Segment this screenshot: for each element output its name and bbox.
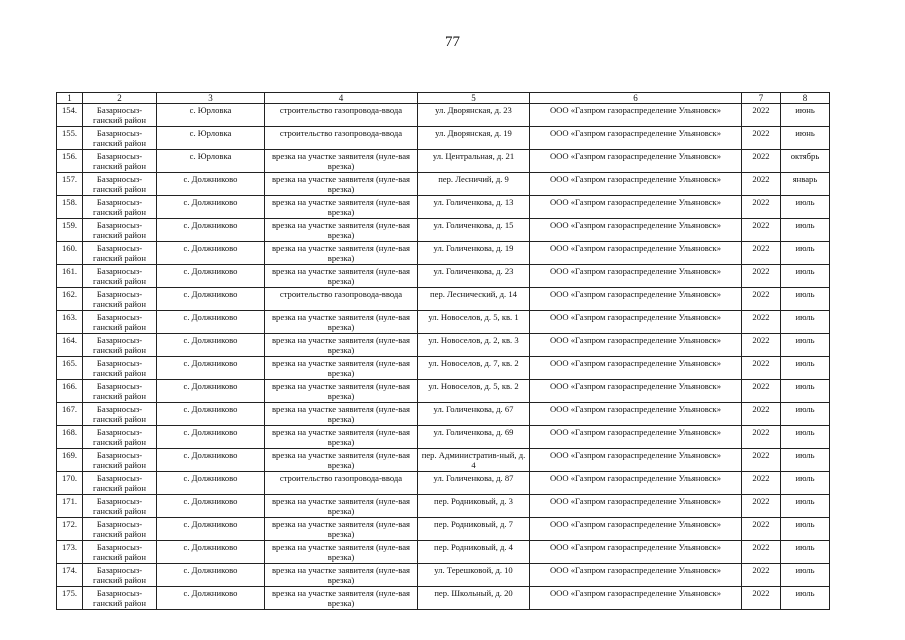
table-row [57, 150, 830, 173]
year-cell: 2022 [742, 265, 781, 288]
year-cell: 2022 [742, 173, 781, 196]
column-header-4: 4 [265, 93, 418, 104]
organization-cell: ООО «Газпром газораспределение Ульяновск» [530, 472, 742, 495]
address-cell: ул. Голиченкова, д. 15 [418, 219, 530, 242]
organization-cell: ООО «Газпром газораспределение Ульяновск» [530, 564, 742, 587]
work-type-cell: врезка на участке заявителя (нуле-вая врезка) [265, 518, 418, 541]
row-number-cell: 165. [57, 357, 83, 380]
month-cell: январь [781, 173, 830, 196]
settlement-cell: с. Должниково [157, 311, 265, 334]
organization-cell: ООО «Газпром газораспределение Ульяновск» [530, 173, 742, 196]
address-cell: ул. Голиченкова, д. 23 [418, 265, 530, 288]
organization-cell: ООО «Газпром газораспределение Ульяновск» [530, 127, 742, 150]
year-cell: 2022 [742, 127, 781, 150]
organization-cell: ООО «Газпром газораспределение Ульяновск» [530, 219, 742, 242]
address-cell: ул. Голиченкова, д. 69 [418, 426, 530, 449]
work-type-cell: врезка на участке заявителя (нуле-вая врезка) [265, 449, 418, 472]
table-row [57, 334, 830, 357]
district-cell: Базарносыз-ганский район [83, 380, 157, 403]
row-number-cell: 161. [57, 265, 83, 288]
work-type-cell: врезка на участке заявителя (нуле-вая врезка) [265, 265, 418, 288]
district-cell: Базарносыз-ганский район [83, 449, 157, 472]
year-cell: 2022 [742, 449, 781, 472]
settlement-cell: с. Должниково [157, 495, 265, 518]
address-cell: ул. Дворянская, д. 19 [418, 127, 530, 150]
month-cell: июль [781, 288, 830, 311]
row-number-cell: 157. [57, 173, 83, 196]
settlement-cell: с. Юрловка [157, 104, 265, 127]
district-cell: Базарносыз-ганский район [83, 587, 157, 610]
address-cell: пер. Родниковый, д. 4 [418, 541, 530, 564]
settlement-cell: с. Должниково [157, 265, 265, 288]
work-type-cell: врезка на участке заявителя (нуле-вая врезка) [265, 219, 418, 242]
settlement-cell: с. Юрловка [157, 127, 265, 150]
settlement-cell: с. Должниково [157, 173, 265, 196]
row-number-cell: 163. [57, 311, 83, 334]
organization-cell: ООО «Газпром газораспределение Ульяновск» [530, 357, 742, 380]
registry-table [56, 92, 830, 610]
column-header-8: 8 [781, 93, 830, 104]
table-header [57, 93, 830, 104]
year-cell: 2022 [742, 104, 781, 127]
column-header-7: 7 [742, 93, 781, 104]
address-cell: ул. Центральная, д. 21 [418, 150, 530, 173]
table-row [57, 265, 830, 288]
organization-cell: ООО «Газпром газораспределение Ульяновск» [530, 150, 742, 173]
month-cell: июль [781, 265, 830, 288]
row-number-cell: 154. [57, 104, 83, 127]
table-row [57, 426, 830, 449]
column-header-5: 5 [418, 93, 530, 104]
organization-cell: ООО «Газпром газораспределение Ульяновск» [530, 265, 742, 288]
year-cell: 2022 [742, 311, 781, 334]
district-cell: Базарносыз-ганский район [83, 357, 157, 380]
table-row [57, 173, 830, 196]
district-cell: Базарносыз-ганский район [83, 150, 157, 173]
settlement-cell: с. Должниково [157, 196, 265, 219]
row-number-cell: 175. [57, 587, 83, 610]
year-cell: 2022 [742, 564, 781, 587]
address-cell: ул. Терешковой, д. 10 [418, 564, 530, 587]
year-cell: 2022 [742, 495, 781, 518]
organization-cell: ООО «Газпром газораспределение Ульяновск» [530, 380, 742, 403]
settlement-cell: с. Должниково [157, 426, 265, 449]
month-cell: июнь [781, 104, 830, 127]
organization-cell: ООО «Газпром газораспределение Ульяновск» [530, 288, 742, 311]
settlement-cell: с. Должниково [157, 449, 265, 472]
table-row [57, 311, 830, 334]
month-cell: июль [781, 311, 830, 334]
month-cell: октябрь [781, 150, 830, 173]
header-row [57, 93, 830, 104]
month-cell: июнь [781, 127, 830, 150]
work-type-cell: врезка на участке заявителя (нуле-вая врезка) [265, 587, 418, 610]
month-cell: июль [781, 242, 830, 265]
month-cell: июль [781, 334, 830, 357]
settlement-cell: с. Должниково [157, 518, 265, 541]
year-cell: 2022 [742, 150, 781, 173]
organization-cell: ООО «Газпром газораспределение Ульяновск» [530, 403, 742, 426]
column-header-1: 1 [57, 93, 83, 104]
year-cell: 2022 [742, 403, 781, 426]
address-cell: ул. Новоселов, д. 5, кв. 1 [418, 311, 530, 334]
district-cell: Базарносыз-ганский район [83, 495, 157, 518]
district-cell: Базарносыз-ганский район [83, 196, 157, 219]
settlement-cell: с. Должниково [157, 541, 265, 564]
year-cell: 2022 [742, 357, 781, 380]
district-cell: Базарносыз-ганский район [83, 311, 157, 334]
month-cell: июль [781, 449, 830, 472]
table-row [57, 127, 830, 150]
organization-cell: ООО «Газпром газораспределение Ульяновск» [530, 518, 742, 541]
month-cell: июль [781, 472, 830, 495]
month-cell: июль [781, 564, 830, 587]
organization-cell: ООО «Газпром газораспределение Ульяновск» [530, 426, 742, 449]
address-cell: пер. Школьный, д. 20 [418, 587, 530, 610]
row-number-cell: 172. [57, 518, 83, 541]
row-number-cell: 159. [57, 219, 83, 242]
column-header-2: 2 [83, 93, 157, 104]
address-cell: ул. Голиченкова, д. 67 [418, 403, 530, 426]
organization-cell: ООО «Газпром газораспределение Ульяновск» [530, 242, 742, 265]
row-number-cell: 167. [57, 403, 83, 426]
work-type-cell: врезка на участке заявителя (нуле-вая врезка) [265, 426, 418, 449]
year-cell: 2022 [742, 242, 781, 265]
organization-cell: ООО «Газпром газораспределение Ульяновск» [530, 311, 742, 334]
year-cell: 2022 [742, 426, 781, 449]
address-cell: ул. Голиченкова, д. 87 [418, 472, 530, 495]
row-number-cell: 156. [57, 150, 83, 173]
district-cell: Базарносыз-ганский район [83, 472, 157, 495]
settlement-cell: с. Должниково [157, 288, 265, 311]
work-type-cell: врезка на участке заявителя (нуле-вая врезка) [265, 150, 418, 173]
address-cell: пер. Родниковый, д. 7 [418, 518, 530, 541]
work-type-cell: строительство газопровода-ввода [265, 288, 418, 311]
work-type-cell: строительство газопровода-ввода [265, 104, 418, 127]
address-cell: пер. Леснический, д. 14 [418, 288, 530, 311]
month-cell: июль [781, 196, 830, 219]
work-type-cell: врезка на участке заявителя (нуле-вая врезка) [265, 173, 418, 196]
settlement-cell: с. Должниково [157, 587, 265, 610]
page-number: 77 [445, 34, 460, 50]
column-header-6: 6 [530, 93, 742, 104]
work-type-cell: врезка на участке заявителя (нуле-вая врезка) [265, 403, 418, 426]
month-cell: июль [781, 403, 830, 426]
settlement-cell: с. Должниково [157, 403, 265, 426]
district-cell: Базарносыз-ганский район [83, 127, 157, 150]
district-cell: Базарносыз-ганский район [83, 541, 157, 564]
settlement-cell: с. Должниково [157, 564, 265, 587]
settlement-cell: с. Должниково [157, 357, 265, 380]
month-cell: июль [781, 357, 830, 380]
settlement-cell: с. Должниково [157, 380, 265, 403]
organization-cell: ООО «Газпром газораспределение Ульяновск» [530, 104, 742, 127]
work-type-cell: строительство газопровода-ввода [265, 472, 418, 495]
organization-cell: ООО «Газпром газораспределение Ульяновск» [530, 587, 742, 610]
table-row [57, 541, 830, 564]
work-type-cell: строительство газопровода-ввода [265, 127, 418, 150]
table-row [57, 449, 830, 472]
address-cell: ул. Голиченкова, д. 19 [418, 242, 530, 265]
address-cell: ул. Новоселов, д. 5, кв. 2 [418, 380, 530, 403]
work-type-cell: врезка на участке заявителя (нуле-вая врезка) [265, 380, 418, 403]
table-row [57, 242, 830, 265]
organization-cell: ООО «Газпром газораспределение Ульяновск» [530, 495, 742, 518]
organization-cell: ООО «Газпром газораспределение Ульяновск» [530, 196, 742, 219]
row-number-cell: 160. [57, 242, 83, 265]
address-cell: пер. Лесничий, д. 9 [418, 173, 530, 196]
settlement-cell: с. Должниково [157, 472, 265, 495]
month-cell: июль [781, 587, 830, 610]
row-number-cell: 162. [57, 288, 83, 311]
table-row [57, 495, 830, 518]
address-cell: пер. Административ-ный, д. 4 [418, 449, 530, 472]
year-cell: 2022 [742, 472, 781, 495]
column-header-3: 3 [157, 93, 265, 104]
row-number-cell: 171. [57, 495, 83, 518]
address-cell: ул. Новоселов, д. 2, кв. 3 [418, 334, 530, 357]
district-cell: Базарносыз-ганский район [83, 288, 157, 311]
year-cell: 2022 [742, 380, 781, 403]
year-cell: 2022 [742, 334, 781, 357]
settlement-cell: с. Юрловка [157, 150, 265, 173]
row-number-cell: 173. [57, 541, 83, 564]
address-cell: ул. Голиченкова, д. 13 [418, 196, 530, 219]
work-type-cell: врезка на участке заявителя (нуле-вая врезка) [265, 357, 418, 380]
address-cell: ул. Дворянская, д. 23 [418, 104, 530, 127]
row-number-cell: 174. [57, 564, 83, 587]
district-cell: Базарносыз-ганский район [83, 334, 157, 357]
district-cell: Базарносыз-ганский район [83, 173, 157, 196]
row-number-cell: 169. [57, 449, 83, 472]
table-body [57, 104, 830, 610]
year-cell: 2022 [742, 196, 781, 219]
month-cell: июль [781, 380, 830, 403]
year-cell: 2022 [742, 587, 781, 610]
district-cell: Базарносыз-ганский район [83, 426, 157, 449]
settlement-cell: с. Должниково [157, 334, 265, 357]
table-row [57, 587, 830, 610]
organization-cell: ООО «Газпром газораспределение Ульяновск» [530, 541, 742, 564]
table-row [57, 380, 830, 403]
month-cell: июль [781, 426, 830, 449]
year-cell: 2022 [742, 288, 781, 311]
month-cell: июль [781, 541, 830, 564]
row-number-cell: 155. [57, 127, 83, 150]
work-type-cell: врезка на участке заявителя (нуле-вая врезка) [265, 242, 418, 265]
settlement-cell: с. Должниково [157, 219, 265, 242]
month-cell: июль [781, 219, 830, 242]
table-row [57, 403, 830, 426]
year-cell: 2022 [742, 518, 781, 541]
district-cell: Базарносыз-ганский район [83, 219, 157, 242]
district-cell: Базарносыз-ганский район [83, 242, 157, 265]
row-number-cell: 158. [57, 196, 83, 219]
work-type-cell: врезка на участке заявителя (нуле-вая врезка) [265, 334, 418, 357]
district-cell: Базарносыз-ганский район [83, 104, 157, 127]
work-type-cell: врезка на участке заявителя (нуле-вая врезка) [265, 495, 418, 518]
table-row [57, 196, 830, 219]
settlement-cell: с. Должниково [157, 242, 265, 265]
table-row [57, 357, 830, 380]
work-type-cell: врезка на участке заявителя (нуле-вая врезка) [265, 311, 418, 334]
row-number-cell: 166. [57, 380, 83, 403]
table-row [57, 288, 830, 311]
table-row [57, 104, 830, 127]
table-row [57, 472, 830, 495]
year-cell: 2022 [742, 219, 781, 242]
month-cell: июль [781, 495, 830, 518]
year-cell: 2022 [742, 541, 781, 564]
table-row [57, 219, 830, 242]
table-row [57, 518, 830, 541]
row-number-cell: 170. [57, 472, 83, 495]
work-type-cell: врезка на участке заявителя (нуле-вая врезка) [265, 196, 418, 219]
organization-cell: ООО «Газпром газораспределение Ульяновск» [530, 334, 742, 357]
work-type-cell: врезка на участке заявителя (нуле-вая врезка) [265, 564, 418, 587]
address-cell: пер. Родниковый, д. 3 [418, 495, 530, 518]
organization-cell: ООО «Газпром газораспределение Ульяновск» [530, 449, 742, 472]
district-cell: Базарносыз-ганский район [83, 403, 157, 426]
table-row [57, 564, 830, 587]
district-cell: Базарносыз-ганский район [83, 518, 157, 541]
row-number-cell: 164. [57, 334, 83, 357]
month-cell: июль [781, 518, 830, 541]
row-number-cell: 168. [57, 426, 83, 449]
district-cell: Базарносыз-ганский район [83, 265, 157, 288]
work-type-cell: врезка на участке заявителя (нуле-вая врезка) [265, 541, 418, 564]
address-cell: ул. Новоселов, д. 7, кв. 2 [418, 357, 530, 380]
district-cell: Базарносыз-ганский район [83, 564, 157, 587]
